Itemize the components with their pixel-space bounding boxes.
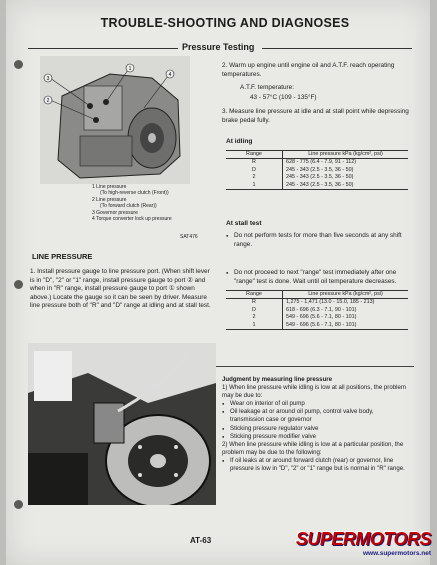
binder-hole xyxy=(14,60,23,69)
step3: 3. Measure line pressure at idle and at stall point while depressing brake pedal fully. xyxy=(222,108,409,124)
callout-1: 1 xyxy=(128,66,132,72)
table-header: Range Line pressure kPa (kg/cm², psi) xyxy=(226,291,408,299)
judgment-item1: 1) When line pressure while idling is low at all positions, the problem may be due to: xyxy=(222,384,406,400)
table-row: R 1,275 - 1,471 (13.0 - 15.0, 185 - 213) xyxy=(226,299,408,307)
page-title: TROUBLE-SHOOTING AND DIAGNOSES xyxy=(100,16,350,30)
judgment-bullet: ● If oil leaks at or around forward clutch (rear) or governor, line pressure is low in "D", "2" or "1" range but is normal in "R" range. xyxy=(222,457,408,473)
stall-bullet: ● Do not perform tests for more than five seconds at any shift range. xyxy=(226,232,418,249)
judgment-bullet: ● Sticking pressure modifier valve xyxy=(222,433,408,441)
transmission-figure xyxy=(40,56,190,184)
figure-code: SAT476 xyxy=(180,234,198,240)
divider xyxy=(28,48,178,49)
table-row: D 618 - 696 (6.3 - 7.1, 90 - 101) xyxy=(226,307,408,314)
judgment-bullet: ● Wear on interior of oil pump xyxy=(222,400,408,408)
stall-heading: At stall test xyxy=(226,220,262,227)
page-number: AT-63 xyxy=(190,536,212,545)
binder-hole xyxy=(14,280,23,289)
table-row: 2 245 - 343 (2.5 - 3.5, 36 - 50) xyxy=(226,174,408,181)
section-title: Pressure Testing xyxy=(182,42,255,52)
stall-bullet: ● Do not proceed to next "range" test immediately after one "range" test is done. Wait until oil temperature decreases. xyxy=(226,269,418,286)
atf-label: A.T.F. temperature: xyxy=(240,84,294,91)
table-row: 1 549 - 696 (5.6 - 7.1, 80 - 101) xyxy=(226,322,408,330)
divider xyxy=(262,48,412,49)
watermark-brand: SUPERMOTORS xyxy=(295,529,431,549)
judgment-bullet: ● Oil leakage at or around oil pump, control valve body, transmission case or governor xyxy=(222,408,408,424)
watermark xyxy=(296,529,431,557)
binder-hole xyxy=(14,500,23,509)
figure-legend: 1 Line pressure (To high-reverse clutch (Front)) 2 Line pressure (To forward clutch (Rear)) 3 Governor pressure 4 Torque converter lock up pressure xyxy=(92,184,172,223)
line-pressure-step1: 1. Install pressure gauge to line pressure port. (When shift lever is in "D", "2" or "1" range, install pressure gauge to port ② and when in "R" range, install pressure gauge to port ① shown above.) Locate the gauge so it can be seen by driver. Measure line pressure both of "R" and "D" range at idling and at stall test. xyxy=(30,268,211,310)
atf-value: 43 - 57°C (109 - 135°F) xyxy=(250,94,317,101)
table-row: 1 245 - 343 (2.5 - 3.5, 36 - 50) xyxy=(226,182,408,190)
judgment-heading: Judgment by measuring line pressure xyxy=(222,376,333,383)
table-header: Range Line pressure kPa (kg/cm², psi) xyxy=(226,151,408,159)
step2: 2. Warm up engine until engine oil and A.T.F. reach operating temperatures. xyxy=(222,62,395,78)
judgment-section xyxy=(222,376,408,473)
line-pressure-heading: LINE PRESSURE xyxy=(32,252,93,261)
idling-heading: At idling xyxy=(226,138,253,145)
table-row: 2 549 - 696 (5.6 - 7.1, 80 - 101) xyxy=(226,314,408,321)
callout-4: 4 xyxy=(168,72,172,78)
callout-2: 2 xyxy=(46,98,50,104)
judgment-bullet: ● Sticking pressure regulator valve xyxy=(222,425,408,433)
table-row: D 245 - 343 (2.5 - 3.5, 36 - 50) xyxy=(226,167,408,174)
callout-3: 3 xyxy=(46,76,50,82)
table-row: R 628 - 775 (6.4 - 7.9, 91 - 112) xyxy=(226,159,408,167)
idling-table xyxy=(226,150,408,190)
watermark-url: www.supermotors.net xyxy=(362,550,431,557)
gauge-photo xyxy=(28,343,216,505)
judgment-item2: 2) When line pressure while idling is low at a particular position, the problem may be due to the following: xyxy=(222,440,404,456)
stall-table xyxy=(226,290,408,330)
